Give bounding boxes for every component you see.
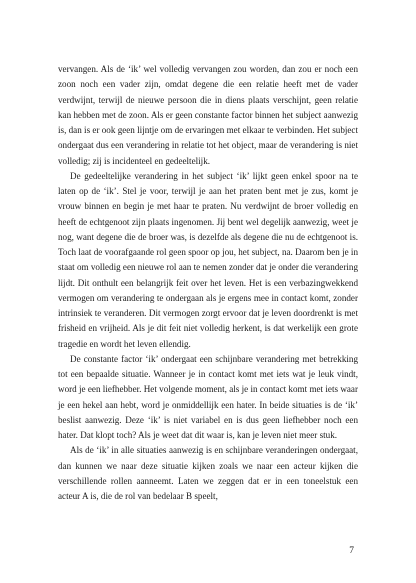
body-text bbox=[58, 62, 358, 504]
paragraph: De constante factor ‘ik’ ondergaat een schijnbare verandering met betrekking tot een bepaalde situatie. Wanneer je in contact komt met iets wat je leuk vindt, word je een liefhebber. Het volgende moment, als je in contact komt met iets waar je een hekel aan hebt, word je onmiddellijk een hater. In beide situaties is de ‘ik’ beslist aanwezig. Deze ‘ik’ is niet variabel en is dus geen liefhebber noch een hater. Dat klopt toch? Als je weet dat dit waar is, kan je leven niet meer stuk. bbox=[58, 353, 358, 440]
paragraph: Als de ‘ik’ in alle situaties aanwezig is en schijnbare veranderingen ondergaat, dan kunnen we naar deze situatie kijken zoals we naar een acteur kijken die verschillende rollen aanneemt. Laten we zeggen dat er in een toneelstuk een acteur A is, die de rol van bedelaar B speelt, bbox=[58, 445, 358, 501]
page-number: 7 bbox=[349, 546, 354, 556]
paragraph: De gedeeltelijke verandering in het subject ‘ik’ lijkt geen enkel spoor na te laten op de ‘ik’. Stel je voor, terwijl je aan het praten bent met je zus, komt je vrouw binnen en begin je met haar te praten. Nu verdwijnt de broer volledig en heeft de echtgenoot zijn plaats ingenomen. Jij bent wel degelijk aanwezig, weet je nog, want degene die de broer was, is dezelfde als degene die nu de echtgenoot is. Toch laat de voorafgaande rol geen spoor op jou, het subject, na. Daarom ben je in staat om volledig een nieuwe rol aan te nemen zonder dat je onder die verandering lijdt. Dit onthult een belangrijk feit over het leven. Het is een verbazingwekkend vermogen om verandering te ondergaan als je ergens mee in contact komt, zonder intrinsiek te veranderen. Dit vermogen zorgt ervoor dat je leven doordrenkt is met frisheid en vrijheid. Als je dit feit niet volledig herkent, is dat werkelijk een grote tragedie en wordt het leven ellendig. bbox=[58, 170, 358, 349]
paragraph-continuation: vervangen. Als de ‘ik’ wel volledig vervangen zou worden, dan zou er noch een zoon noch een vader zijn, omdat degene die een relatie heeft met de vader verdwijnt, terwijl de nieuwe persoon die in diens plaats verschijnt, geen relatie kan hebben met de zoon. Als er geen constante factor binnen het subject aanwezig is, dan is er ook geen lijntje om de ervaringen met elkaar te verbinden. Het subject ondergaat dus een verandering in relatie tot het object, maar de verandering is niet volledig; zij is incidenteel en gedeeltelijk. bbox=[58, 64, 358, 166]
